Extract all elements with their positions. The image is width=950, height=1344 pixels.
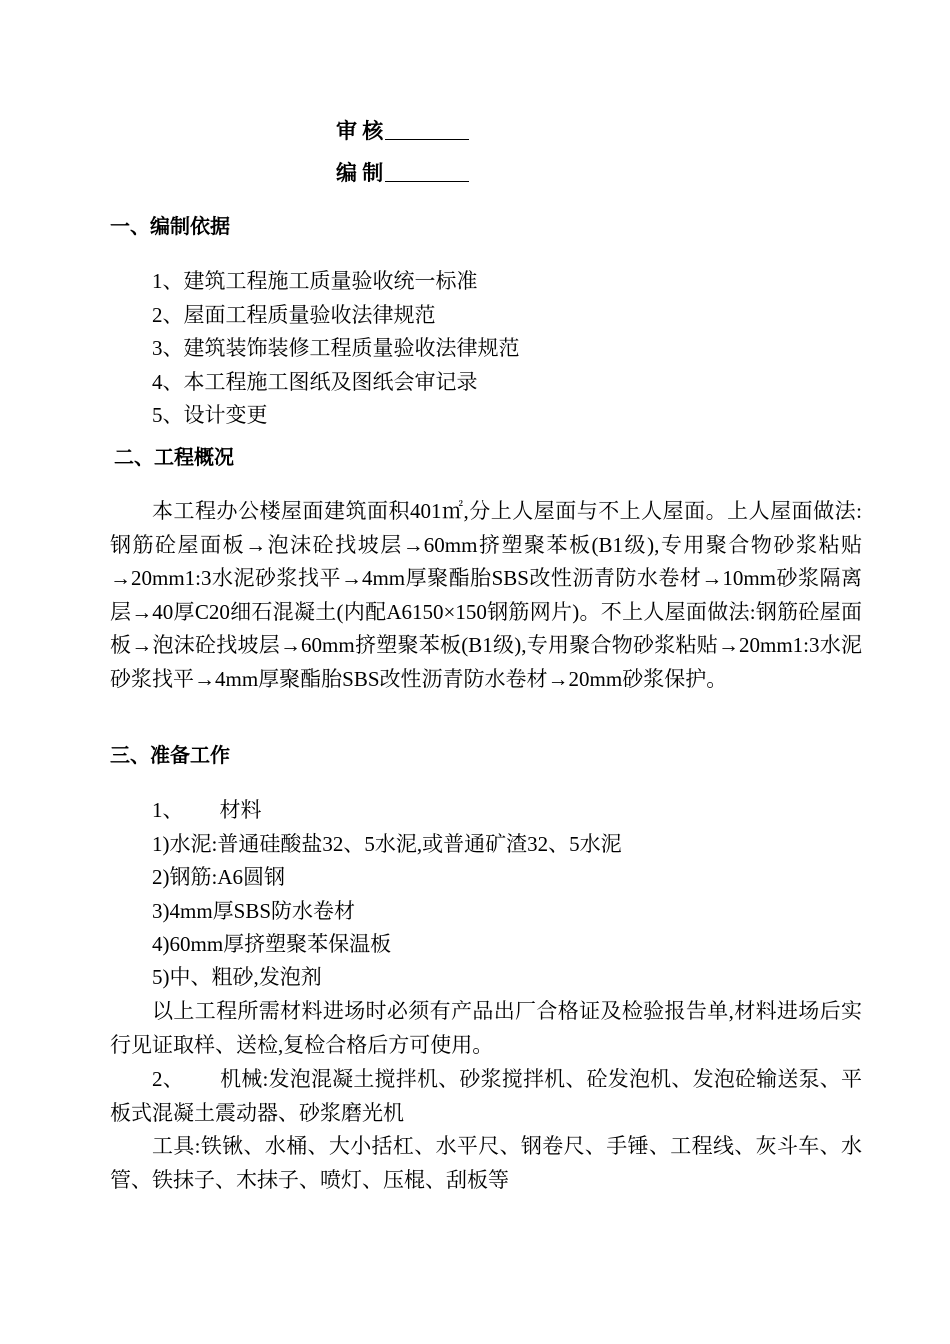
compile-signature — [336, 158, 469, 188]
section3-heading: 三、准备工作 — [110, 743, 230, 767]
material-item: 4)60mm厚挤塑聚苯保温板 — [152, 932, 392, 956]
section2-heading: 二、工程概况 — [114, 445, 234, 469]
materials-heading — [152, 795, 262, 825]
review-signature — [336, 116, 469, 146]
basis-item: 1、建筑工程施工质量验收统一标准 — [152, 269, 478, 293]
compile-blank — [385, 159, 469, 182]
material-item: 3)4mm厚SBS防水卷材 — [152, 899, 356, 923]
tools-text: 工具:铁锹、水桶、大小括杠、水平尺、钢卷尺、手锤、工程线、灰斗车、水管、铁抹子、木抹子、喷灯、压棍、刮板等 — [110, 1134, 862, 1192]
materials-note-paragraph — [110, 995, 862, 1062]
materials-label: 材料 — [219, 798, 262, 822]
basis-item: 3、建筑装饰装修工程质量验收法律规范 — [152, 336, 520, 360]
material-item: 2)钢筋:A6圆钢 — [152, 865, 285, 889]
machines-text: 机械:发泡混凝土搅拌机、砂浆搅拌机、砼发泡机、发泡砼输送泵、平板式混凝土震动器、砂浆磨光机 — [110, 1067, 862, 1125]
machines-paragraph — [110, 1063, 862, 1130]
basis-item: 5、设计变更 — [152, 403, 268, 427]
review-label: 审 核 — [336, 119, 384, 143]
basis-item: 4、本工程施工图纸及图纸会审记录 — [152, 370, 478, 394]
material-item: 1)水泥:普通硅酸盐32、5水泥,或普通矿渣32、5水泥 — [152, 832, 622, 856]
overview-text: 本工程办公楼屋面建筑面积401㎡,分上人屋面与不上人屋面。上人屋面做法:钢筋砼屋面板→泡沫砼找坡层→60mm挤塑聚苯板(B1级),专用聚合物砂浆粘贴→20mm1:3水泥砂浆找平→4mm厚聚酯胎SBS改性沥青防水卷材→10mm砂浆隔离层→40厚C20细石混凝土(内配A6150×150钢筋网片)。不上人屋面做法:钢筋砼屋面板→泡沫砼找坡层→60mm挤塑聚苯板(B1级),专用聚合物砂浆粘贴→20mm1:3水泥砂浆找平→4mm厚聚酯胎SBS改性沥青防水卷材→20mm砂浆保护。 — [110, 499, 862, 691]
tools-paragraph — [110, 1130, 862, 1197]
materials-note: 以上工程所需材料进场时必须有产品出厂合格证及检验报告单,材料进场后实行见证取样、送检,复检合格后方可使用。 — [110, 999, 862, 1057]
section1-heading: 一、编制依据 — [110, 214, 230, 238]
compile-label: 编 制 — [336, 161, 384, 185]
machines-number: 2、 — [152, 1067, 184, 1091]
review-blank — [385, 117, 469, 140]
overview-paragraph — [110, 495, 862, 697]
machines-line — [110, 1063, 862, 1130]
basis-item: 2、屋面工程质量验收法律规范 — [152, 303, 436, 327]
material-item: 5)中、粗砂,发泡剂 — [152, 965, 322, 989]
materials-number: 1、 — [152, 798, 184, 822]
